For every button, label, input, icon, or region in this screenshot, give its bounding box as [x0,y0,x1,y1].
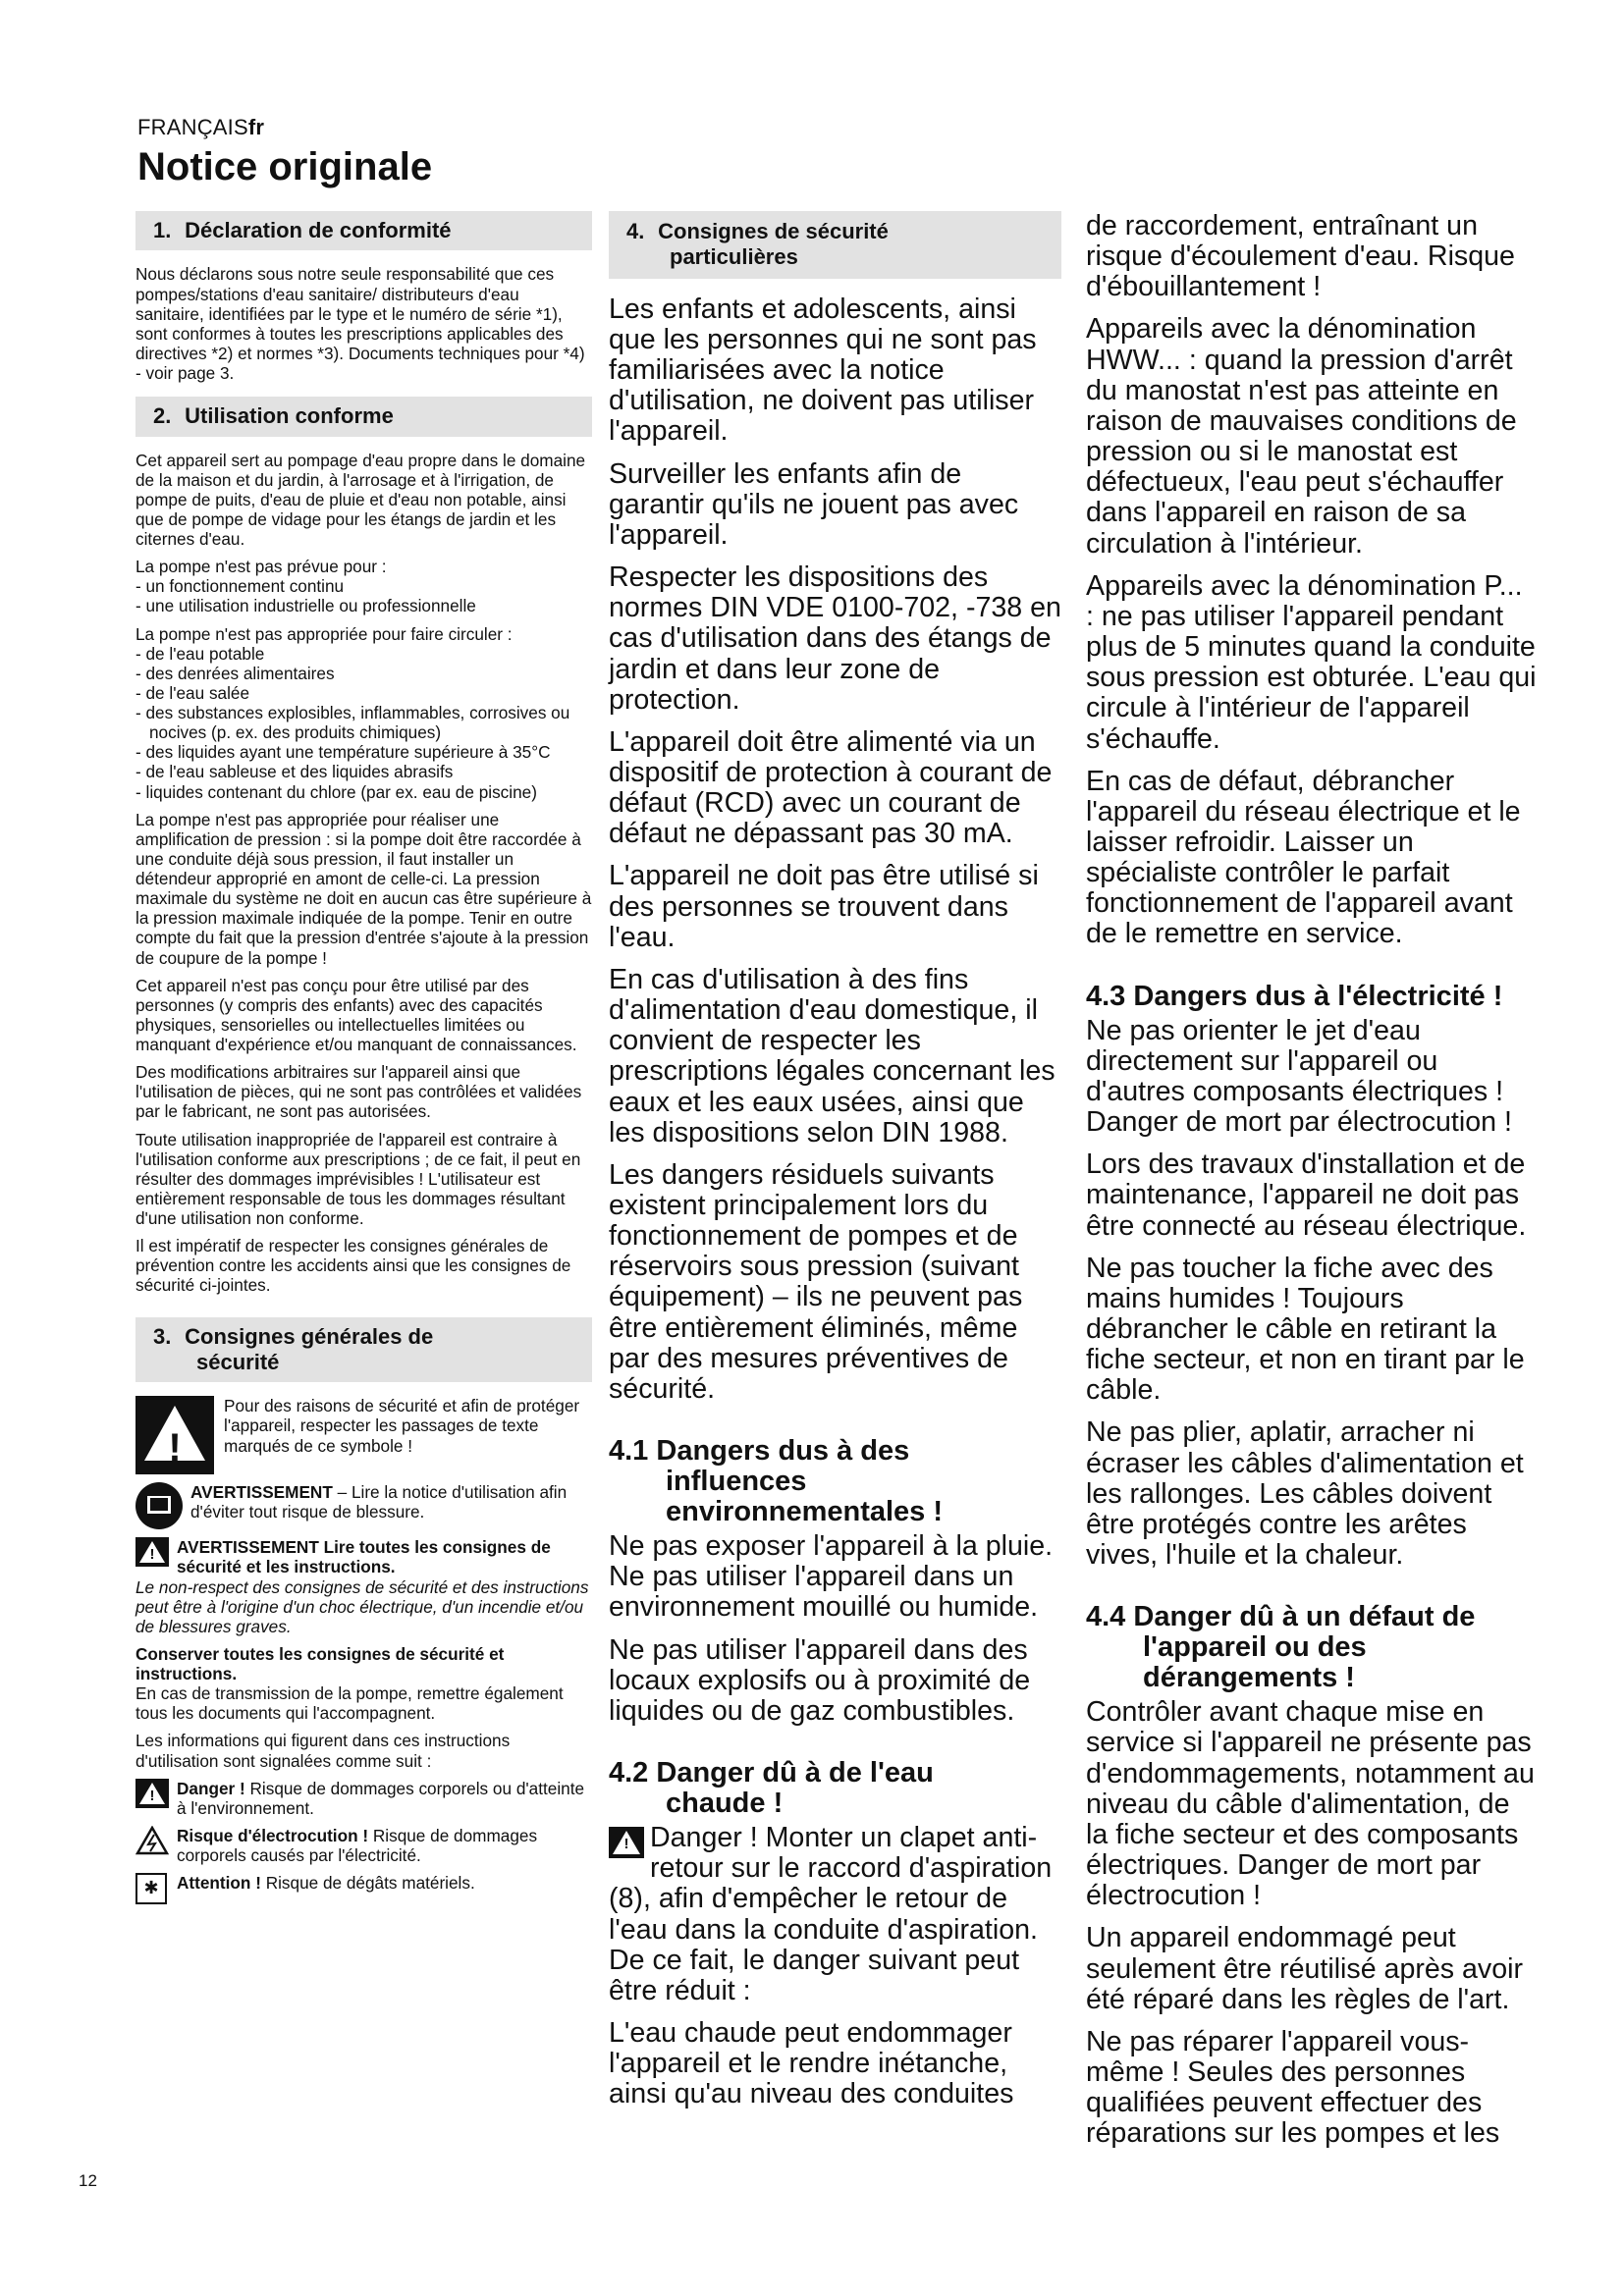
section-title: Utilisation conforme [185,403,394,429]
paragraph: L'eau chaude peut endommager l'appareil et le rendre inétanche, ainsi qu'au niveau des conduites [609,2017,1014,2110]
section-title: Consignes générales de [185,1323,434,1349]
legend-label: Danger ! [177,1778,245,1798]
section-number: 4.4 [1086,1601,1126,1633]
paragraph: Ne pas utiliser l'appareil dans des locaux explosifs ou à proximité de liquides ou de gaz combustibles. [609,1633,1031,1727]
legend-label: Risque d'électrocution ! [177,1825,369,1845]
section-title-cont: particulières [670,244,798,270]
paragraph: Cet appareil sert au pompage d'eau propre dans le domaine de la maison et du jardin, à l'arrosage et à l'irrigation, de pompe de puits, d'eau de pluie et d'eau non potable, ainsi que de pompe de vidage pour les étangs de jardin et les citernes d'eau. [135,450,586,550]
page-title: Notice originale [137,145,433,188]
warning-label: AVERTISSEMENT [190,1482,333,1503]
attention-asterisk-icon: ✱ [135,1873,167,1904]
legend-text [177,1826,592,1865]
paragraph: Appareils avec la dénomination HWW... : quand la pression d'arrêt du manostat n'est pas atteinte en raison de mauvaises conditions de pression ou si le manostat est défectueux, l'eau peut s'échauffer dans l'appareil en raison de sa circulation à l'intérieur. [1086,313,1517,560]
section-number: 4. [626,219,645,243]
subsection-4-2-heading [609,1758,1061,1819]
paragraph: Toute utilisation inappropriée de l'appareil est contraire à l'utilisation conforme aux prescriptions ; de ce fait, il peut en résulter des dommages imprévisibles ! L'utilisateur est entièrement responsable de tous les dommages résultant d'une utilisation non conforme. [135,1129,581,1229]
paragraph: Ne pas orienter le jet d'eau directement sur l'appareil ou d'autres composants électriques ! Danger de mort par électrocution ! [1086,1014,1512,1139]
section-1-heading [135,211,592,250]
paragraph: Appareils avec la dénomination P... : ne pas utiliser l'appareil pendant plus de 5 minutes quand la conduite sous pression est obturée. L'eau qui circule à l'intérieur de l'appareil s'échauffe. [1086,569,1537,755]
paragraph [190,1482,592,1522]
legend-text [177,1779,592,1818]
section-number: 4.1 [609,1435,649,1468]
paragraph [609,1823,1061,2006]
paragraph: Pour des raisons de sécurité et afin de protéger l'appareil, respecter les passages de texte marqués de ce symbole ! [224,1396,580,1456]
section-number: 4.2 [609,1757,649,1789]
section-title: Danger dû à de l'eau [656,1757,934,1789]
legend-electric-row [135,1826,592,1865]
paragraph-italic: Le non-respect des consignes de sécurité et des instructions peut être à l'origine d'un choc électrique, d'un incendie et/ou de blessures graves. [135,1576,589,1636]
paragraph: Ne pas toucher la fiche avec des mains humides ! Toujours débrancher le câble en retirant la fiche secteur, et non en tirant par le câble. [1086,1252,1525,1407]
section-title: Danger dû à un défaut de [1133,1601,1476,1633]
language-name: FRANÇAIS [137,115,248,139]
section-number: 1. [153,218,172,242]
paragraph: Des modifications arbitraires sur l'appareil ainsi que l'utilisation de pièces, qui ne sont pas contrôlées et validées par le fabricant, ne sont pas autorisées. [135,1062,582,1122]
section-title-cont: dérangements ! [1143,1662,1355,1694]
list-item: - une utilisation industrielle ou professionnelle [135,596,592,615]
section-title-cont: l'appareil ou des [1143,1631,1367,1664]
page-number: 12 [79,2171,97,2190]
list-item: - liquides contenant du chlore (par ex. eau de piscine) [135,782,592,802]
paragraph: Il est impératif de respecter les consignes générales de prévention contre les accidents ainsi que les consignes de sécurité ci-jointes. [135,1236,571,1296]
paragraph: Surveiller les enfants afin de garantir qu'ils ne jouent pas avec l'appareil. [609,457,1019,551]
symbol-all-instructions-row [135,1537,592,1576]
subsection-4-1-heading [609,1436,1061,1527]
list-item: - un fonctionnement continu [135,576,592,596]
warning-heading: AVERTISSEMENT Lire toutes les consignes de sécurité et les instructions. [177,1537,551,1577]
column-3 [1086,211,1538,2162]
paragraph: L'appareil ne doit pas être utilisé si des personnes se trouvent dans l'eau. [609,860,1039,953]
section-2-heading [135,397,592,436]
paragraph: La pompe n'est pas appropriée pour faire circuler : [135,623,513,644]
paragraph: Nous déclarons sous notre seule responsabilité que ces pompes/stations d'eau sanitaire/ distributeurs d'eau sanitaire, identifiées par le type et le numéro de série *1), sont conformes à toutes les prescriptions applicables des directives *2) et normes *3). Documents techniques pour *4) - voir page 3. [135,264,585,384]
paragraph: Les enfants et adolescents, ainsi que les personnes qui ne sont pas familiarisées avec la notice d'utilisation, ne doivent pas utiliser l'appareil. [609,293,1037,448]
legend-desc: Risque de dommages corporels ou d'atteinte à l'environnement. [177,1778,585,1818]
list-item: - de l'eau sableuse et des liquides abrasifs [135,762,592,781]
symbol-read-manual-row [135,1482,592,1529]
warning-triangle-icon: ! [609,1827,644,1858]
section-title: Déclaration de conformité [185,218,452,242]
language-label [137,115,264,140]
section-title-cont: sécurité [196,1349,280,1374]
list-item: - de l'eau salée [135,683,592,703]
section-title-cont: influences [666,1466,807,1498]
list-item: - des denrées alimentaires [135,664,592,683]
section-3-heading [135,1317,592,1383]
danger-text: Danger ! Monter un clapet anti-retour sur le raccord d'aspiration (8), afin d'empêcher le retour de l'eau dans la conduite d'aspiration. De ce fait, le danger suivant peut être réduit : [609,1822,1053,2006]
list-not-intended [135,576,592,615]
section-title: Dangers dus à des [656,1435,910,1468]
electric-hazard-icon [135,1826,169,1855]
paragraph [135,1644,592,1724]
column-1 [135,211,592,1912]
list-item: - de l'eau potable [135,644,592,664]
legend-text [177,1873,592,1893]
section-title-cont: chaude ! [666,1788,784,1820]
paragraph: Ne pas plier, aplatir, arracher ni écraser les câbles d'alimentation et les rallonges. Les câbles doivent être protégés contre les arêtes vives, l'huile et la chaleur. [1086,1416,1524,1572]
legend-desc: Risque de dommages corporels causés par l'électricité. [177,1825,538,1866]
legend-label: Attention ! [177,1873,261,1894]
paragraph: Lors des travaux d'installation et de maintenance, l'appareil ne doit pas être connecté au réseau électrique. [1086,1148,1527,1242]
section-title: Consignes de sécurité [658,219,889,243]
paragraph: En cas de défaut, débrancher l'appareil du réseau électrique et le laisser refroidir. Laisser un spécialiste contrôler le parfait fonctionnement de l'appareil avant de le remettre en service. [1086,765,1521,950]
section-number: 2. [153,403,172,429]
warning-triangle-icon: ! [135,1396,214,1474]
list-item: - des substances explosibles, inflammables, corrosives ou nocives (p. ex. des produits chimiques) [135,703,592,742]
column-2 [609,211,1061,2122]
paragraph: Cet appareil n'est pas conçu pour être utilisé par des personnes (y compris des enfants) avec des capacités physiques, sensorielles ou intellectuelles limitées ou manquant d'expérience et/ou manquant de connaissances. [135,975,577,1055]
paragraph: Les informations qui figurent dans ces instructions d'utilisation sont signalées comme suit : [135,1731,511,1771]
list-item: - des liquides ayant une température supérieure à 35°C [135,742,592,762]
legend-danger-row [135,1779,592,1818]
legend-attention-row [135,1873,592,1904]
language-code: fr [247,115,265,139]
subsection-4-3-heading [1086,982,1538,1012]
list-not-suitable [135,644,592,802]
warning-text: – Lire la notice d'utilisation afin d'éviter tout risque de blessure. [190,1482,568,1522]
subsection-4-4-heading [1086,1602,1538,1693]
paragraph: Ne pas réparer l'appareil vous-même ! Seules des personnes qualifiées peuvent effectuer des réparations sur les pompes et les [1086,2025,1500,2150]
section-4-heading [609,211,1061,279]
paragraph: En cas d'utilisation à des fins d'alimentation d'eau domestique, il convient de respecter les prescriptions légales concernant les eaux et les eaux usées, ainsi que les dispositions selon DIN 1988. [609,963,1056,1148]
paragraph: Respecter les dispositions des normes DIN VDE 0100-702, -738 en cas d'utilisation dans des étangs de jardin et dans leur zone de protection. [609,561,1061,716]
paragraph: Les dangers résiduels suivants existent principalement lors du fonctionnement de pompes et de réservoirs sous pression (suivant équipement) – ils ne peuvent pas être entièrement éliminés, même par des mesures préventives de sécurité. [609,1158,1023,1405]
paragraph: Contrôler avant chaque mise en service si l'appareil ne présente pas d'endommagements, notamment au niveau du câble d'alimentation, de la fiche secteur et des composants électriques. Danger de mort par électrocution ! [1086,1696,1535,1912]
paragraph: Un appareil endommagé peut seulement être réutilisé après avoir été réparé dans les règles de l'art. [1086,1922,1524,2015]
read-manual-icon [135,1482,183,1529]
paragraph: de raccordement, entraînant un risque d'écoulement d'eau. Risque d'ébouillantement ! [1086,210,1515,303]
symbol-warning-row [135,1396,592,1474]
section-title-cont: environnementales ! [666,1496,944,1528]
paragraph: La pompe n'est pas prévue pour : [135,557,387,577]
legend-desc: Risque de dégâts matériels. [260,1873,475,1894]
section-number: 4.3 [1086,980,1126,1012]
warning-triangle-icon: ! [135,1537,169,1567]
paragraph: La pompe n'est pas appropriée pour réaliser une amplification de pression : si la pompe doit être raccordée à une conduite déjà sous pression, il faut installer un détendeur approprié en amont de celle-ci. La pression maximale du système ne doit en aucun cas être supérieure à la pression maximale indiquée de la pompe. Tenir en outre compte du fait que la pression d'entrée s'ajoute à la pression de coupure de la pompe ! [135,809,592,968]
section-number: 3. [153,1323,172,1349]
keep-text: En cas de transmission de la pompe, remettre également tous les documents qui l'accompagnent. [135,1683,564,1724]
paragraph: Ne pas exposer l'appareil à la pluie. Ne pas utiliser l'appareil dans un environnement mouillé ou humide. [609,1530,1054,1624]
paragraph: L'appareil doit être alimenté via un dispositif de protection à courant de défaut (RCD) avec un courant de défaut ne dépassant pas 30 mA. [609,725,1053,850]
keep-heading: Conserver toutes les consignes de sécurité et instructions. [135,1643,505,1684]
section-title: Dangers dus à l'électricité ! [1133,980,1503,1012]
warning-triangle-icon: ! [135,1779,169,1808]
